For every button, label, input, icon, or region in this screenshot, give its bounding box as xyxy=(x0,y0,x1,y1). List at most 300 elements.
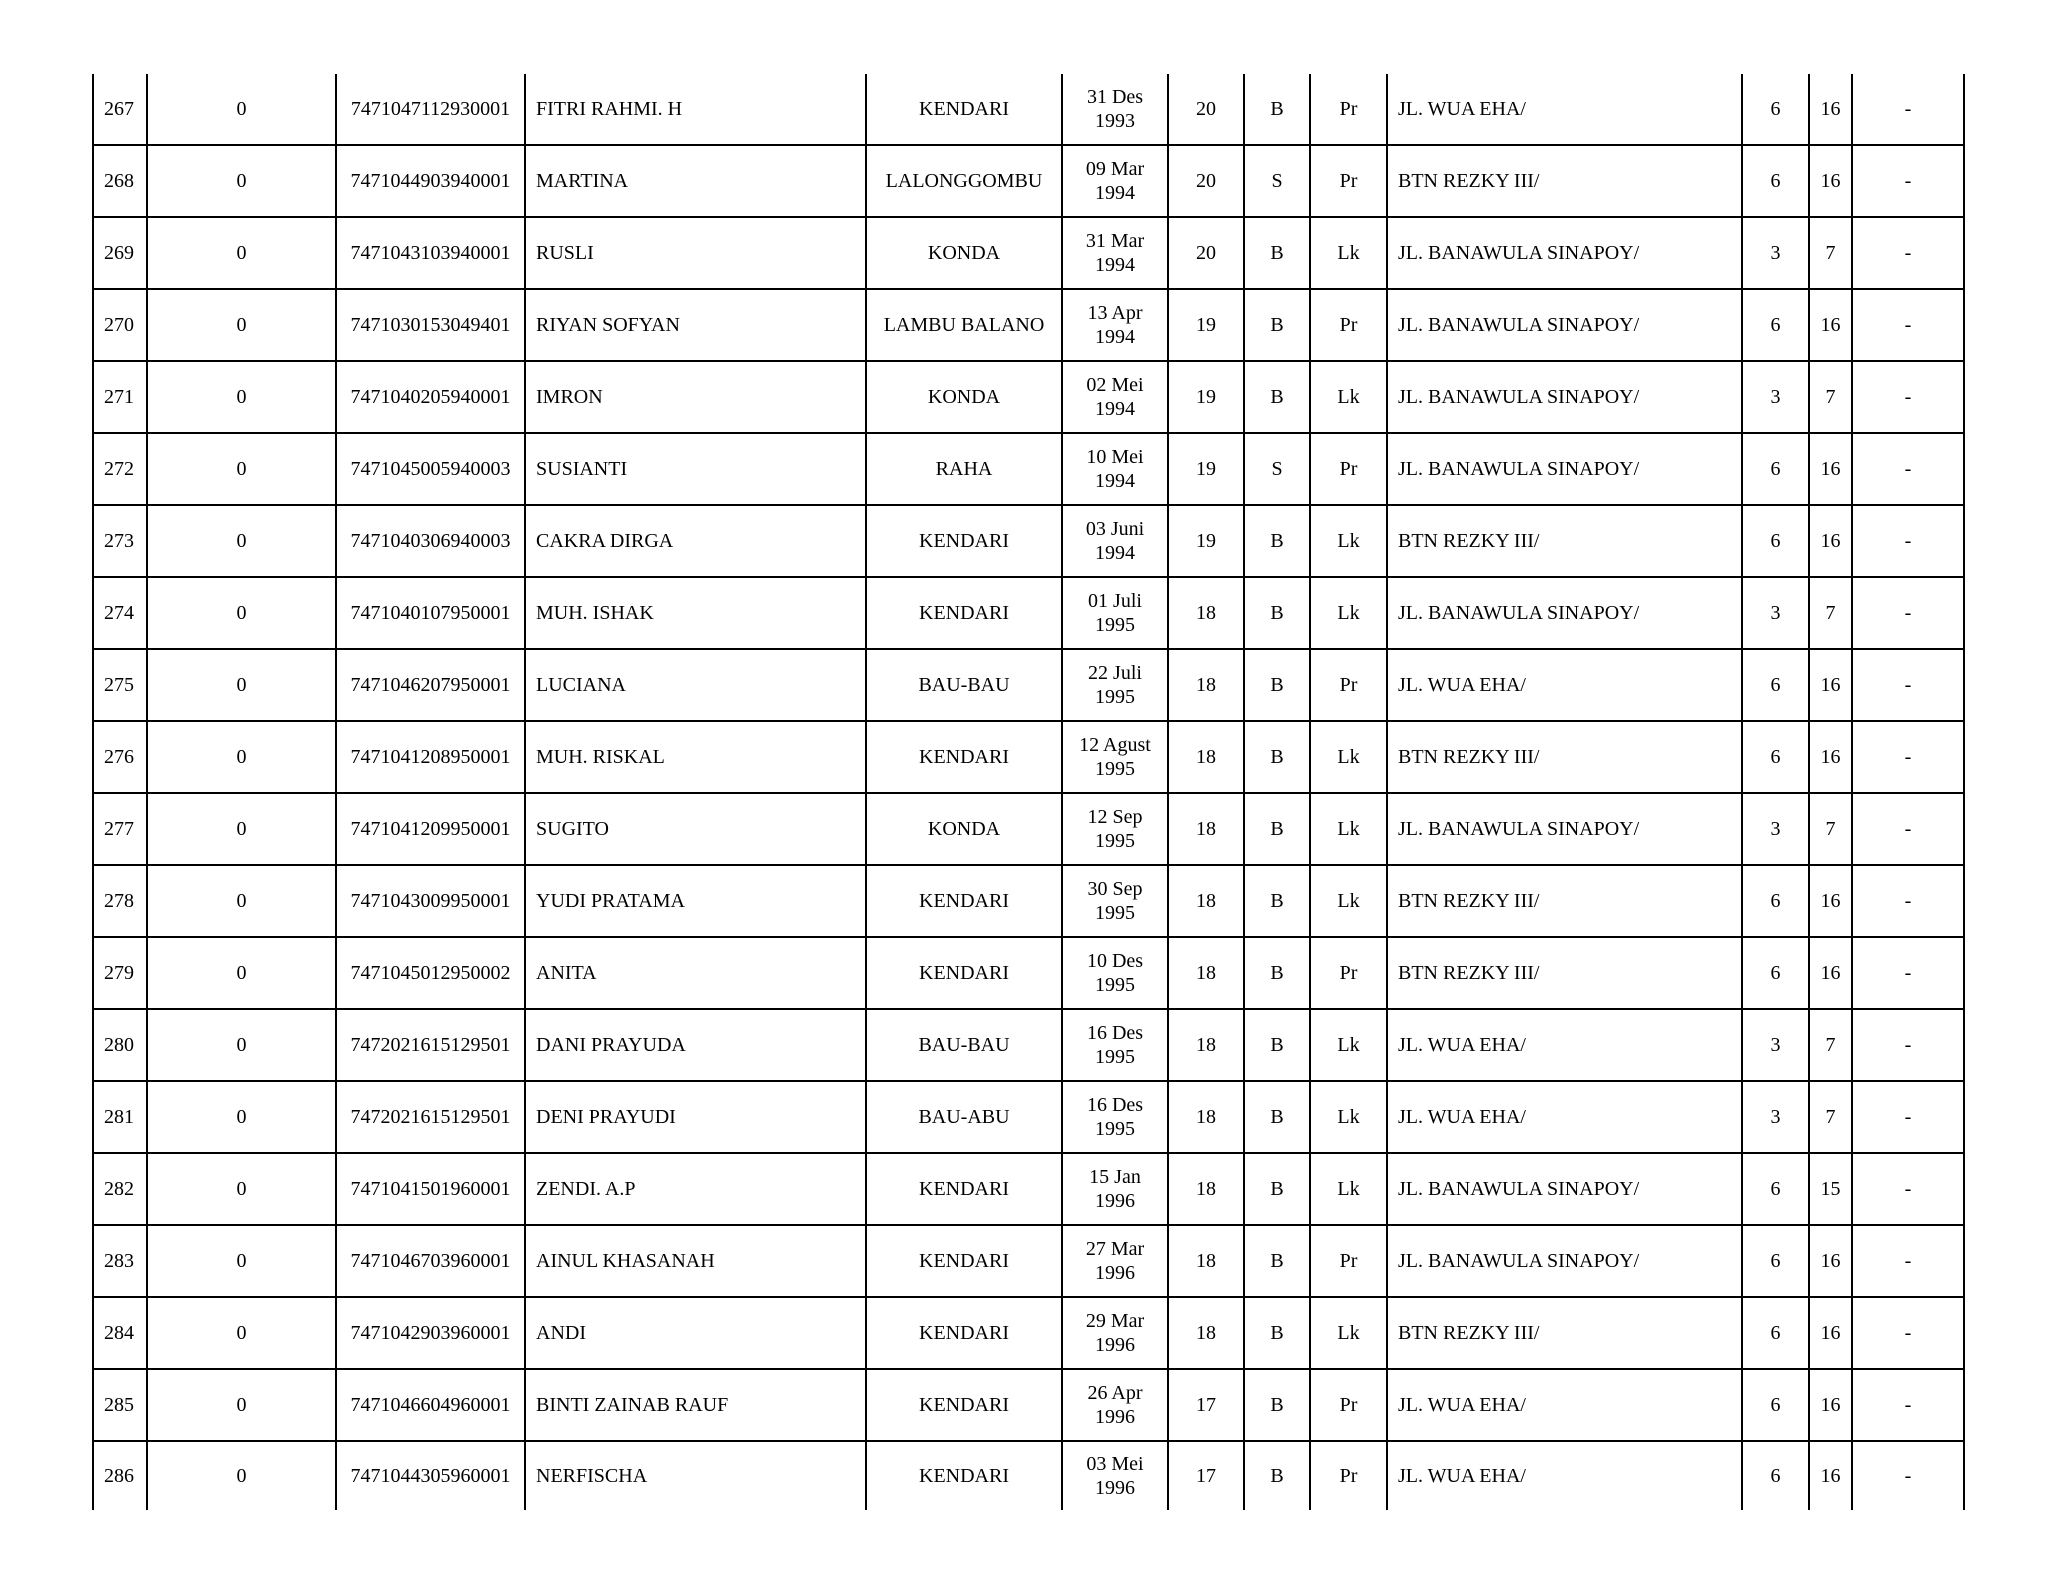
rw-cell: 16 xyxy=(1809,721,1852,793)
rw-cell: 16 xyxy=(1809,505,1852,577)
age-cell: 19 xyxy=(1168,289,1244,361)
address-cell: JL. BANAWULA SINAPOY/ xyxy=(1387,289,1742,361)
nkk-cell: 0 xyxy=(147,505,336,577)
age-cell: 18 xyxy=(1168,1297,1244,1369)
row-number: 280 xyxy=(93,1009,147,1081)
birthdate-cell xyxy=(1062,793,1168,865)
birthplace-cell: BAU-BAU xyxy=(866,1009,1062,1081)
nkk-cell: 0 xyxy=(147,145,336,217)
gender-cell: Pr xyxy=(1310,1225,1387,1297)
table-row xyxy=(93,1369,1964,1441)
address-cell: BTN REZKY III/ xyxy=(1387,937,1742,1009)
marital-status-cell: B xyxy=(1244,937,1310,1009)
row-number: 275 xyxy=(93,649,147,721)
nkk-cell: 0 xyxy=(147,217,336,289)
row-number: 282 xyxy=(93,1153,147,1225)
rt-cell: 6 xyxy=(1742,865,1809,937)
rt-cell: 3 xyxy=(1742,361,1809,433)
remarks-cell: - xyxy=(1852,1441,1964,1510)
nik-cell: 7471046703960001 xyxy=(336,1225,525,1297)
nkk-cell: 0 xyxy=(147,865,336,937)
gender-cell: Pr xyxy=(1310,145,1387,217)
marital-status-cell: B xyxy=(1244,217,1310,289)
table-row xyxy=(93,433,1964,505)
nkk-cell: 0 xyxy=(147,937,336,1009)
age-cell: 17 xyxy=(1168,1369,1244,1441)
age-cell: 18 xyxy=(1168,937,1244,1009)
name-cell: ANDI xyxy=(525,1297,866,1369)
table-row xyxy=(93,1081,1964,1153)
row-number: 281 xyxy=(93,1081,147,1153)
birthdate-day-month: 10 Mei xyxy=(1086,446,1144,468)
remarks-cell: - xyxy=(1852,1225,1964,1297)
name-cell: AINUL KHASANAH xyxy=(525,1225,866,1297)
marital-status-cell: B xyxy=(1244,1297,1310,1369)
birthdate-cell xyxy=(1062,1081,1168,1153)
nik-cell: 7471040205940001 xyxy=(336,361,525,433)
rw-cell: 7 xyxy=(1809,1009,1852,1081)
table-row xyxy=(93,721,1964,793)
birthdate-day-month: 03 Mei xyxy=(1086,1453,1144,1475)
name-cell: MUH. RISKAL xyxy=(525,721,866,793)
nik-cell: 7471046207950001 xyxy=(336,649,525,721)
birthdate-day-month: 26 Apr xyxy=(1087,1382,1143,1404)
table-row xyxy=(93,361,1964,433)
birthplace-cell: KENDARI xyxy=(866,721,1062,793)
nkk-cell: 0 xyxy=(147,1009,336,1081)
name-cell: NERFISCHA xyxy=(525,1441,866,1510)
gender-cell: Lk xyxy=(1310,1297,1387,1369)
name-cell: FITRI RAHMI. H xyxy=(525,74,866,145)
rt-cell: 6 xyxy=(1742,937,1809,1009)
birthdate-cell xyxy=(1062,217,1168,289)
rw-cell: 16 xyxy=(1809,289,1852,361)
remarks-cell: - xyxy=(1852,577,1964,649)
birthdate-year: 1996 xyxy=(1095,1477,1135,1499)
age-cell: 18 xyxy=(1168,649,1244,721)
birthplace-cell: KENDARI xyxy=(866,1153,1062,1225)
address-cell: BTN REZKY III/ xyxy=(1387,721,1742,793)
gender-cell: Pr xyxy=(1310,289,1387,361)
nkk-cell: 0 xyxy=(147,1081,336,1153)
remarks-cell: - xyxy=(1852,361,1964,433)
birthdate-year: 1996 xyxy=(1095,1334,1135,1356)
row-number: 276 xyxy=(93,721,147,793)
nik-cell: 7471044903940001 xyxy=(336,145,525,217)
nik-cell: 7471040107950001 xyxy=(336,577,525,649)
row-number: 279 xyxy=(93,937,147,1009)
nik-cell: 7471046604960001 xyxy=(336,1369,525,1441)
row-number: 270 xyxy=(93,289,147,361)
address-cell: BTN REZKY III/ xyxy=(1387,505,1742,577)
birthplace-cell: LAMBU BALANO xyxy=(866,289,1062,361)
address-cell: JL. BANAWULA SINAPOY/ xyxy=(1387,577,1742,649)
name-cell: MUH. ISHAK xyxy=(525,577,866,649)
remarks-cell: - xyxy=(1852,505,1964,577)
rt-cell: 3 xyxy=(1742,1081,1809,1153)
nik-cell: 7471044305960001 xyxy=(336,1441,525,1510)
nkk-cell: 0 xyxy=(147,793,336,865)
nkk-cell: 0 xyxy=(147,1369,336,1441)
address-cell: JL. BANAWULA SINAPOY/ xyxy=(1387,793,1742,865)
birthdate-day-month: 13 Apr xyxy=(1087,302,1143,324)
birthdate-year: 1994 xyxy=(1095,470,1135,492)
birthdate-day-month: 29 Mar xyxy=(1085,1310,1145,1332)
rw-cell: 7 xyxy=(1809,217,1852,289)
rt-cell: 6 xyxy=(1742,1441,1809,1510)
rt-cell: 6 xyxy=(1742,74,1809,145)
gender-cell: Lk xyxy=(1310,1009,1387,1081)
marital-status-cell: S xyxy=(1244,433,1310,505)
birthdate-cell xyxy=(1062,649,1168,721)
gender-cell: Pr xyxy=(1310,1441,1387,1510)
row-number: 283 xyxy=(93,1225,147,1297)
marital-status-cell: B xyxy=(1244,793,1310,865)
name-cell: RIYAN SOFYAN xyxy=(525,289,866,361)
rw-cell: 16 xyxy=(1809,1369,1852,1441)
name-cell: SUSIANTI xyxy=(525,433,866,505)
birthdate-cell xyxy=(1062,1297,1168,1369)
nkk-cell: 0 xyxy=(147,1225,336,1297)
nik-cell: 7472021615129501 xyxy=(336,1081,525,1153)
nik-cell: 7471042903960001 xyxy=(336,1297,525,1369)
nik-cell: 7472021615129501 xyxy=(336,1009,525,1081)
gender-cell: Pr xyxy=(1310,649,1387,721)
rt-cell: 6 xyxy=(1742,1369,1809,1441)
age-cell: 19 xyxy=(1168,433,1244,505)
birthdate-day-month: 30 Sep xyxy=(1087,878,1143,900)
marital-status-cell: B xyxy=(1244,1441,1310,1510)
birthplace-cell: RAHA xyxy=(866,433,1062,505)
table-row xyxy=(93,145,1964,217)
birthdate-day-month: 31 Mar xyxy=(1085,230,1145,252)
table-row xyxy=(93,505,1964,577)
birthdate-year: 1995 xyxy=(1095,830,1135,852)
nik-cell: 7471041209950001 xyxy=(336,793,525,865)
nkk-cell: 0 xyxy=(147,361,336,433)
rw-cell: 16 xyxy=(1809,145,1852,217)
rt-cell: 6 xyxy=(1742,721,1809,793)
nkk-cell: 0 xyxy=(147,74,336,145)
age-cell: 18 xyxy=(1168,865,1244,937)
address-cell: JL. WUA EHA/ xyxy=(1387,649,1742,721)
remarks-cell: - xyxy=(1852,865,1964,937)
birthdate-cell xyxy=(1062,505,1168,577)
rw-cell: 7 xyxy=(1809,1081,1852,1153)
birthplace-cell: KONDA xyxy=(866,793,1062,865)
gender-cell: Lk xyxy=(1310,1153,1387,1225)
nik-cell: 7471043009950001 xyxy=(336,865,525,937)
marital-status-cell: B xyxy=(1244,74,1310,145)
birthplace-cell: KENDARI xyxy=(866,505,1062,577)
address-cell: JL. WUA EHA/ xyxy=(1387,74,1742,145)
rw-cell: 15 xyxy=(1809,1153,1852,1225)
address-cell: BTN REZKY III/ xyxy=(1387,865,1742,937)
nik-cell: 7471045005940003 xyxy=(336,433,525,505)
gender-cell: Lk xyxy=(1310,1081,1387,1153)
row-number: 278 xyxy=(93,865,147,937)
rt-cell: 6 xyxy=(1742,433,1809,505)
row-number: 268 xyxy=(93,145,147,217)
rt-cell: 6 xyxy=(1742,1297,1809,1369)
birthdate-year: 1994 xyxy=(1095,326,1135,348)
birthdate-day-month: 12 Sep xyxy=(1087,806,1143,828)
marital-status-cell: B xyxy=(1244,721,1310,793)
address-cell: JL. WUA EHA/ xyxy=(1387,1081,1742,1153)
row-number: 271 xyxy=(93,361,147,433)
birthdate-year: 1995 xyxy=(1095,686,1135,708)
nkk-cell: 0 xyxy=(147,289,336,361)
name-cell: IMRON xyxy=(525,361,866,433)
birthdate-cell xyxy=(1062,937,1168,1009)
remarks-cell: - xyxy=(1852,1009,1964,1081)
birthdate-day-month: 27 Mar xyxy=(1085,1238,1145,1260)
birthplace-cell: KONDA xyxy=(866,361,1062,433)
age-cell: 18 xyxy=(1168,1081,1244,1153)
row-number: 273 xyxy=(93,505,147,577)
rw-cell: 16 xyxy=(1809,74,1852,145)
address-cell: JL. BANAWULA SINAPOY/ xyxy=(1387,1225,1742,1297)
address-cell: JL. BANAWULA SINAPOY/ xyxy=(1387,361,1742,433)
age-cell: 20 xyxy=(1168,145,1244,217)
rw-cell: 7 xyxy=(1809,793,1852,865)
gender-cell: Lk xyxy=(1310,865,1387,937)
age-cell: 18 xyxy=(1168,1225,1244,1297)
row-number: 272 xyxy=(93,433,147,505)
table-row xyxy=(93,1153,1964,1225)
marital-status-cell: B xyxy=(1244,1153,1310,1225)
address-cell: JL. WUA EHA/ xyxy=(1387,1441,1742,1510)
birthplace-cell: LALONGGOMBU xyxy=(866,145,1062,217)
birthdate-day-month: 22 Juli xyxy=(1088,662,1142,684)
birthplace-cell: KENDARI xyxy=(866,937,1062,1009)
nik-cell: 7471047112930001 xyxy=(336,74,525,145)
table-row xyxy=(93,865,1964,937)
birthdate-day-month: 02 Mei xyxy=(1086,374,1144,396)
birthdate-cell xyxy=(1062,721,1168,793)
remarks-cell: - xyxy=(1852,145,1964,217)
marital-status-cell: B xyxy=(1244,1225,1310,1297)
rw-cell: 7 xyxy=(1809,361,1852,433)
rt-cell: 3 xyxy=(1742,793,1809,865)
rt-cell: 3 xyxy=(1742,577,1809,649)
marital-status-cell: S xyxy=(1244,145,1310,217)
rt-cell: 6 xyxy=(1742,145,1809,217)
birthdate-cell xyxy=(1062,1009,1168,1081)
table-row xyxy=(93,649,1964,721)
age-cell: 20 xyxy=(1168,74,1244,145)
gender-cell: Pr xyxy=(1310,433,1387,505)
birthdate-year: 1994 xyxy=(1095,542,1135,564)
age-cell: 18 xyxy=(1168,1153,1244,1225)
age-cell: 18 xyxy=(1168,577,1244,649)
remarks-cell: - xyxy=(1852,1297,1964,1369)
birthdate-year: 1993 xyxy=(1095,110,1135,132)
rt-cell: 3 xyxy=(1742,1009,1809,1081)
birthdate-year: 1995 xyxy=(1095,1118,1135,1140)
voter-list-table xyxy=(92,74,1965,1510)
rw-cell: 16 xyxy=(1809,1441,1852,1510)
remarks-cell: - xyxy=(1852,1081,1964,1153)
marital-status-cell: B xyxy=(1244,1369,1310,1441)
birthdate-cell xyxy=(1062,145,1168,217)
marital-status-cell: B xyxy=(1244,1009,1310,1081)
birthplace-cell: BAU-ABU xyxy=(866,1081,1062,1153)
birthdate-cell xyxy=(1062,1225,1168,1297)
birthdate-cell xyxy=(1062,865,1168,937)
age-cell: 19 xyxy=(1168,361,1244,433)
table-row xyxy=(93,289,1964,361)
birthdate-day-month: 09 Mar xyxy=(1085,158,1145,180)
birthplace-cell: KENDARI xyxy=(866,577,1062,649)
rw-cell: 16 xyxy=(1809,649,1852,721)
rt-cell: 6 xyxy=(1742,505,1809,577)
name-cell: DENI PRAYUDI xyxy=(525,1081,866,1153)
remarks-cell: - xyxy=(1852,1153,1964,1225)
address-cell: JL. BANAWULA SINAPOY/ xyxy=(1387,217,1742,289)
birthdate-day-month: 31 Des xyxy=(1086,86,1144,108)
birthdate-cell xyxy=(1062,361,1168,433)
address-cell: JL. BANAWULA SINAPOY/ xyxy=(1387,433,1742,505)
birthdate-year: 1996 xyxy=(1095,1262,1135,1284)
birthdate-day-month: 16 Des xyxy=(1086,1094,1144,1116)
birthplace-cell: KENDARI xyxy=(866,1441,1062,1510)
birthdate-cell xyxy=(1062,1153,1168,1225)
remarks-cell: - xyxy=(1852,433,1964,505)
birthdate-year: 1994 xyxy=(1095,182,1135,204)
name-cell: ANITA xyxy=(525,937,866,1009)
rw-cell: 16 xyxy=(1809,433,1852,505)
birthdate-year: 1996 xyxy=(1095,1406,1135,1428)
remarks-cell: - xyxy=(1852,289,1964,361)
rt-cell: 6 xyxy=(1742,289,1809,361)
age-cell: 20 xyxy=(1168,217,1244,289)
nkk-cell: 0 xyxy=(147,1153,336,1225)
address-cell: BTN REZKY III/ xyxy=(1387,1297,1742,1369)
gender-cell: Lk xyxy=(1310,721,1387,793)
nkk-cell: 0 xyxy=(147,577,336,649)
table-row xyxy=(93,74,1964,145)
age-cell: 18 xyxy=(1168,721,1244,793)
birthdate-cell xyxy=(1062,289,1168,361)
name-cell: YUDI PRATAMA xyxy=(525,865,866,937)
name-cell: ZENDI. A.P xyxy=(525,1153,866,1225)
gender-cell: Pr xyxy=(1310,1369,1387,1441)
remarks-cell: - xyxy=(1852,649,1964,721)
nik-cell: 7471043103940001 xyxy=(336,217,525,289)
name-cell: DANI PRAYUDA xyxy=(525,1009,866,1081)
table-row xyxy=(93,937,1964,1009)
table-row xyxy=(93,1225,1964,1297)
birthdate-year: 1995 xyxy=(1095,614,1135,636)
birthdate-cell xyxy=(1062,1441,1168,1510)
birthdate-day-month: 15 Jan xyxy=(1089,1166,1141,1188)
birthdate-year: 1995 xyxy=(1095,902,1135,924)
marital-status-cell: B xyxy=(1244,865,1310,937)
address-cell: JL. WUA EHA/ xyxy=(1387,1369,1742,1441)
birthplace-cell: BAU-BAU xyxy=(866,649,1062,721)
row-number: 285 xyxy=(93,1369,147,1441)
address-cell: JL. BANAWULA SINAPOY/ xyxy=(1387,1153,1742,1225)
nik-cell: 7471045012950002 xyxy=(336,937,525,1009)
gender-cell: Lk xyxy=(1310,505,1387,577)
marital-status-cell: B xyxy=(1244,361,1310,433)
rt-cell: 3 xyxy=(1742,217,1809,289)
gender-cell: Lk xyxy=(1310,217,1387,289)
birthdate-year: 1994 xyxy=(1095,254,1135,276)
age-cell: 18 xyxy=(1168,1009,1244,1081)
birthplace-cell: KENDARI xyxy=(866,74,1062,145)
age-cell: 18 xyxy=(1168,793,1244,865)
marital-status-cell: B xyxy=(1244,577,1310,649)
birthdate-day-month: 10 Des xyxy=(1086,950,1144,972)
table-row xyxy=(93,217,1964,289)
row-number: 269 xyxy=(93,217,147,289)
table-row xyxy=(93,1441,1964,1510)
rt-cell: 6 xyxy=(1742,649,1809,721)
row-number: 274 xyxy=(93,577,147,649)
rt-cell: 6 xyxy=(1742,1153,1809,1225)
row-number: 267 xyxy=(93,74,147,145)
row-number: 284 xyxy=(93,1297,147,1369)
name-cell: BINTI ZAINAB RAUF xyxy=(525,1369,866,1441)
rw-cell: 16 xyxy=(1809,1297,1852,1369)
remarks-cell: - xyxy=(1852,217,1964,289)
birthdate-day-month: 01 Juli xyxy=(1088,590,1142,612)
voter-table-body xyxy=(93,74,1964,1510)
birthdate-day-month: 12 Agust xyxy=(1079,734,1151,756)
birthdate-year: 1994 xyxy=(1095,398,1135,420)
rw-cell: 7 xyxy=(1809,577,1852,649)
birthplace-cell: KENDARI xyxy=(866,1369,1062,1441)
nik-cell: 7471041208950001 xyxy=(336,721,525,793)
address-cell: BTN REZKY III/ xyxy=(1387,145,1742,217)
gender-cell: Lk xyxy=(1310,577,1387,649)
birthdate-day-month: 16 Des xyxy=(1086,1022,1144,1044)
row-number: 277 xyxy=(93,793,147,865)
remarks-cell: - xyxy=(1852,937,1964,1009)
rw-cell: 16 xyxy=(1809,865,1852,937)
name-cell: RUSLI xyxy=(525,217,866,289)
birthdate-year: 1995 xyxy=(1095,1046,1135,1068)
nkk-cell: 0 xyxy=(147,1441,336,1510)
remarks-cell: - xyxy=(1852,721,1964,793)
birthplace-cell: KENDARI xyxy=(866,865,1062,937)
marital-status-cell: B xyxy=(1244,649,1310,721)
table-row xyxy=(93,1297,1964,1369)
birthplace-cell: KENDARI xyxy=(866,1225,1062,1297)
nkk-cell: 0 xyxy=(147,649,336,721)
age-cell: 19 xyxy=(1168,505,1244,577)
nik-cell: 7471030153049401 xyxy=(336,289,525,361)
table-row xyxy=(93,1009,1964,1081)
nik-cell: 7471040306940003 xyxy=(336,505,525,577)
marital-status-cell: B xyxy=(1244,505,1310,577)
address-cell: JL. WUA EHA/ xyxy=(1387,1009,1742,1081)
gender-cell: Pr xyxy=(1310,74,1387,145)
birthdate-year: 1996 xyxy=(1095,1190,1135,1212)
marital-status-cell: B xyxy=(1244,1081,1310,1153)
age-cell: 17 xyxy=(1168,1441,1244,1510)
birthdate-day-month: 03 Juni xyxy=(1085,518,1145,540)
gender-cell: Lk xyxy=(1310,361,1387,433)
birthdate-year: 1995 xyxy=(1095,974,1135,996)
name-cell: MARTINA xyxy=(525,145,866,217)
table-row xyxy=(93,793,1964,865)
birthplace-cell: KONDA xyxy=(866,217,1062,289)
marital-status-cell: B xyxy=(1244,289,1310,361)
rw-cell: 16 xyxy=(1809,1225,1852,1297)
